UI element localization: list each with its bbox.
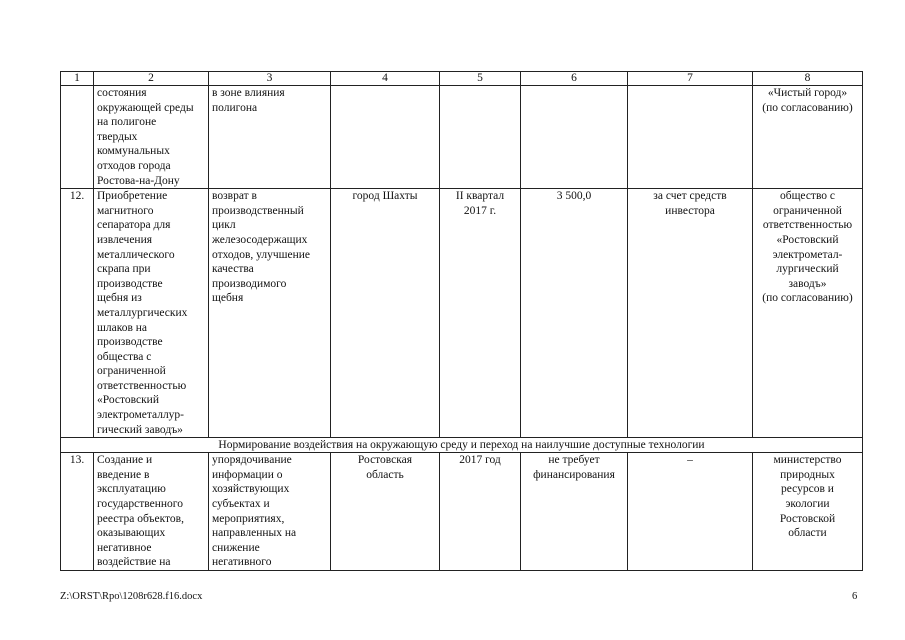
amount: не требует финансирования — [521, 453, 628, 571]
table-row — [61, 189, 863, 438]
col-header-4: 4 — [331, 72, 440, 86]
funding-source — [628, 86, 753, 189]
responsible: общество с ограниченной ответственностью «Ростовский электрометал- лургический заводъ» (по согласованию) — [753, 189, 863, 438]
table-row — [61, 453, 863, 571]
col-header-7: 7 — [628, 72, 753, 86]
col-header-2: 2 — [94, 72, 209, 86]
col-header-6: 6 — [521, 72, 628, 86]
location: Ростовская область — [331, 453, 440, 571]
measure-name: Создание и введение в эксплуатацию государственного реестра объектов, оказывающих негативное воздействие на — [94, 453, 209, 571]
row-number — [61, 86, 94, 189]
row-number: 13. — [61, 453, 94, 571]
footer-file-path: Z:\ORST\Rpo\1208r628.f16.docx — [60, 591, 203, 602]
responsible: министерство природных ресурсов и экологии Ростовской области — [753, 453, 863, 571]
section-title: Нормирование воздействия на окружающую среду и переход на наилучшие доступные технологии — [61, 438, 863, 453]
expected-result: возврат в производственный цикл железосодержащих отходов, улучшение качества производимого щебня — [209, 189, 331, 438]
expected-result: в зоне влияния полигона — [209, 86, 331, 189]
deadline: II квартал 2017 г. — [440, 189, 521, 438]
amount — [521, 86, 628, 189]
measures-table — [60, 71, 863, 571]
location — [331, 86, 440, 189]
section-row — [61, 438, 863, 453]
col-header-1: 1 — [61, 72, 94, 86]
expected-result: упорядочивание информации о хозяйствующих субъектах и мероприятиях, направленных на снижение негативного — [209, 453, 331, 571]
deadline — [440, 86, 521, 189]
table-row — [61, 86, 863, 189]
col-header-5: 5 — [440, 72, 521, 86]
funding-source: – — [628, 453, 753, 571]
page-number: 6 — [852, 591, 858, 602]
deadline: 2017 год — [440, 453, 521, 571]
header-row — [61, 72, 863, 86]
col-header-8: 8 — [753, 72, 863, 86]
location: город Шахты — [331, 189, 440, 438]
row-number: 12. — [61, 189, 94, 438]
col-header-3: 3 — [209, 72, 331, 86]
measure-name: состояния окружающей среды на полигоне твердых коммунальных отходов города Ростова-на-Дону — [94, 86, 209, 189]
measure-name: Приобретение магнитного сепаратора для извлечения металлического скрапа при производстве щебня из металлургических шлаков на производстве общества с ограниченной ответственностью «Ростовский электрометаллур- гический заводъ» — [94, 189, 209, 438]
responsible: «Чистый город» (по согласованию) — [753, 86, 863, 189]
amount: 3 500,0 — [521, 189, 628, 438]
funding-source: за счет средств инвестора — [628, 189, 753, 438]
